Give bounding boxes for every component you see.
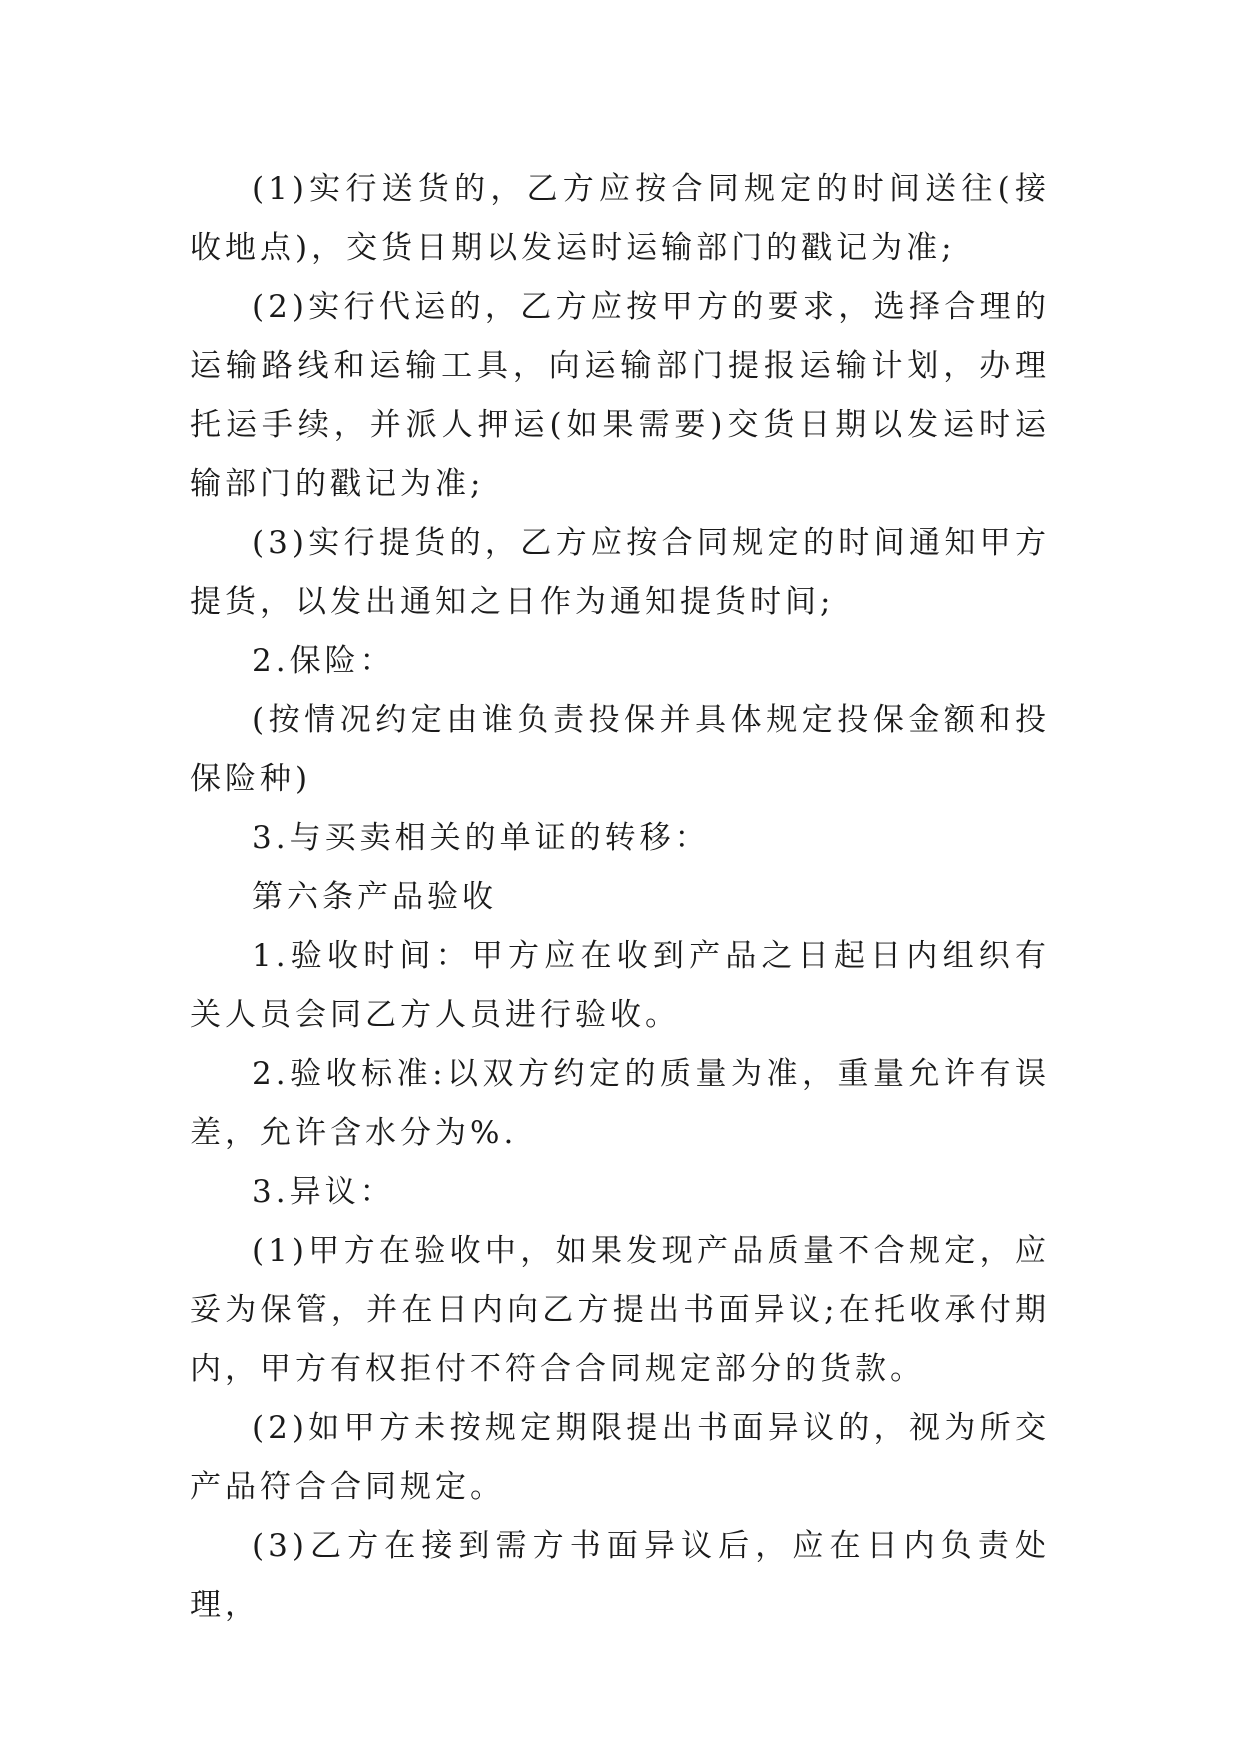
paragraph-inspection-standard: 2.验收标准:以双方约定的质量为准，重量允许有误差，允许含水分为%. xyxy=(190,1056,1050,1151)
paragraph-objection-3: (3)乙方在接到需方书面异议后，应在日内负责处理， xyxy=(190,1528,1050,1623)
heading-objection: 3.异议： xyxy=(252,1174,395,1210)
paragraph-inspection-time: 1.验收时间：甲方应在收到产品之日起日内组织有关人员会同乙方人员进行验收。 xyxy=(190,938,1050,1033)
paragraph-objection-2: (2)如甲方未按规定期限提出书面异议的，视为所交产品符合合同规定。 xyxy=(190,1410,1050,1505)
paragraph-insurance-note: (按情况约定由谁负责投保并具体规定投保金额和投保险种) xyxy=(190,702,1050,797)
document-body xyxy=(190,160,1050,1635)
heading-insurance: 2.保险： xyxy=(252,643,395,679)
heading-article-six: 第六条产品验收 xyxy=(252,879,497,915)
paragraph-delivery-method-2: (2)实行代运的，乙方应按甲方的要求，选择合理的运输路线和运输工具，向运输部门提报运输计划，办理托运手续，并派人押运(如果需要)交货日期以发运时运输部门的戳记为准; xyxy=(190,289,1050,502)
paragraph-objection-1: (1)甲方在验收中，如果发现产品质量不合规定，应妥为保管，并在日内向乙方提出书面异议;在托收承付期内，甲方有权拒付不符合合同规定部分的货款。 xyxy=(190,1233,1050,1387)
paragraph-delivery-method-1: (1)实行送货的，乙方应按合同规定的时间送往(接收地点)，交货日期以发运时运输部门的戳记为准; xyxy=(190,171,1050,266)
paragraph-delivery-method-3: (3)实行提货的，乙方应按合同规定的时间通知甲方提货，以发出通知之日作为通知提货时间; xyxy=(190,525,1050,620)
heading-document-transfer: 3.与买卖相关的单证的转移： xyxy=(252,820,710,856)
